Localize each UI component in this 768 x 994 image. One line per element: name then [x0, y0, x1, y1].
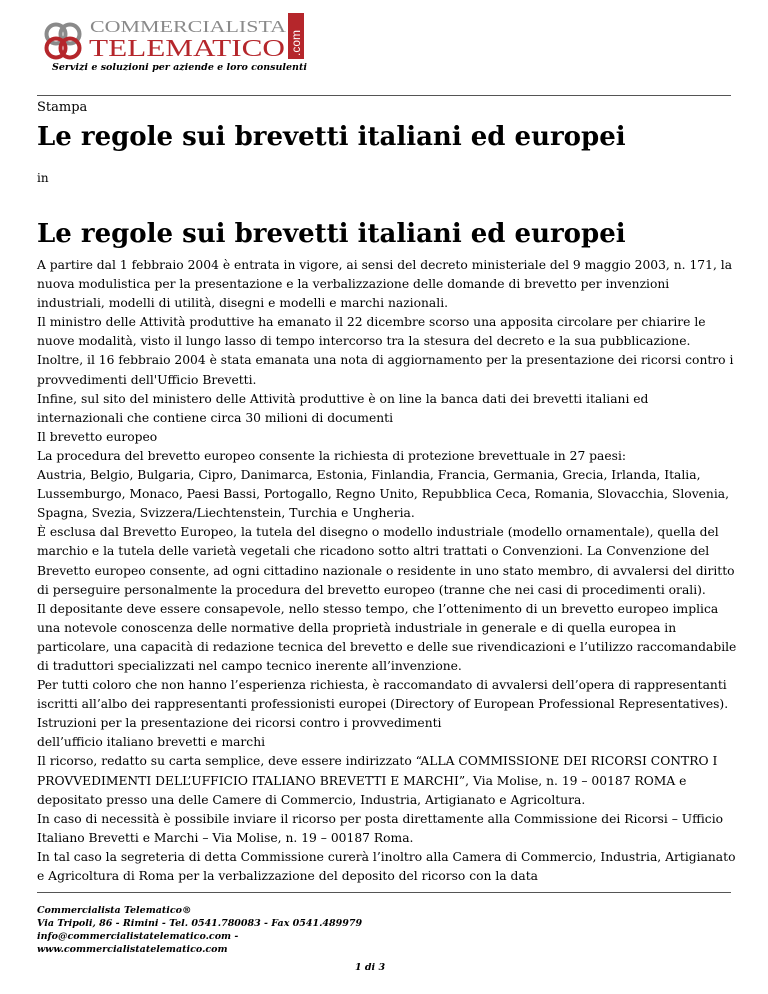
paragraph: È esclusa dal Brevetto Europeo, la tutela del disegno o modello industriale (modello ornamentale), quella del marchio e la tutela delle varietà vegetali che ricadono sotto altri trattati o Convenzioni. La Convenzione del Brevetto europeo consente, ad ogni cittadino nazionale o residente in uno stato membro, di avvalersi del diritto di perseguire personalmente la procedura del brevetto europeo (tranne che nei casi di procedimenti orali). — [37, 525, 735, 597]
paragraph: Infine, sul sito del ministero delle Attività produttive è on line la banca dati dei brevetti italiani ed internazionali che contiene circa 30 milioni di documenti — [37, 391, 649, 425]
footer-company: Commercialista Telematico® — [37, 905, 192, 916]
subheading: dell’ufficio italiano brevetti e marchi — [37, 735, 266, 750]
footer-contact — [37, 904, 362, 956]
header-divider — [37, 95, 731, 96]
paragraph: A partire dal 1 febbraio 2004 è entrata in vigore, ai sensi del decreto ministeriale del 9 maggio 2003, n. 171, la nuova modulistica per la presentazione e la verbalizzazione delle domande di brevetto per invenzioni industriali, modelli di utilità, disegni e modelli e marchi nazionali. — [37, 258, 733, 311]
logo-domain-suffix: .com — [289, 29, 303, 56]
paragraph: La procedura del brevetto europeo consente la richiesta di protezione brevettuale in 27 paesi: — [37, 448, 627, 463]
footer-email[interactable]: info@commercialistatelematico.com - — [37, 931, 239, 942]
footer-website[interactable]: www.commercialistatelematico.com — [37, 944, 228, 955]
paragraph: Per tutti coloro che non hanno l’esperienza richiesta, è raccomandato di avvalersi dell’opera di rappresentanti iscritti all’albo dei rappresentanti professionisti europei (Directory of European Professional Representatives). — [37, 678, 729, 712]
logo-name-top: COMMERCIALISTA — [90, 17, 287, 36]
subheading: Il brevetto europeo — [37, 429, 158, 444]
page-title: Le regole sui brevetti italiani ed europei — [37, 122, 626, 152]
paragraph: In tal caso la segreteria di detta Commissione curerà l’inoltro alla Camera di Commercio, Industria, Artigianato e Agricoltura di Roma per la verbalizzazione del deposito del ricorso con la data — [37, 849, 736, 883]
brand-tagline: Servizi e soluzioni per aziende e loro consulenti — [52, 62, 307, 73]
logo-rings-icon — [47, 25, 80, 58]
page-number: 1 di 3 — [355, 962, 386, 973]
paragraph: In caso di necessità è possibile inviare il ricorso per posta direttamente alla Commissione dei Ricorsi – Ufficio Italiano Brevetti e Marchi – Via Molise, n. 19 – 00187 Roma. — [37, 811, 724, 845]
paragraph: Inoltre, il 16 febbraio 2004 è stata emanata una nota di aggiornamento per la presentazione dei ricorsi contro i provvedimenti dell'Ufficio Brevetti. — [37, 353, 734, 387]
paragraph: Il depositante deve essere consapevole, nello stesso tempo, che l’ottenimento di un brevetto europeo implica una notevole conoscenza delle normative della proprietà industriale in generale e di quella europea in particolare, una capacità di redazione tecnica del brevetto e delle sue rivendicazioni e l’utilizzo raccomandabile di traduttori specializzati nel campo tecnico inerente all’invenzione. — [37, 601, 737, 673]
logo-name-bottom: TELEMATICO — [89, 36, 285, 62]
article-title: Le regole sui brevetti italiani ed europei — [37, 219, 626, 249]
subheading: Istruzioni per la presentazione dei ricorsi contro i provvedimenti — [37, 716, 442, 731]
footer-address: Via Tripoli, 86 - Rimini - Tel. 0541.780083 - Fax 0541.489979 — [37, 918, 363, 929]
paragraph: Il ricorso, redatto su carta semplice, deve essere indirizzato “ALLA COMMISSIONE DEI RICORSI CONTRO I PROVVEDIMENTI DELL’UFFICIO ITALIANO BREVETTI E MARCHI”, Via Molise, n. 19 – 00187 ROMA e depositato presso una delle Camere di Commercio, Industria, Artigianato e Agricoltura. — [37, 754, 718, 807]
article-body — [37, 256, 737, 886]
paragraph: Il ministro delle Attività produttive ha emanato il 22 dicembre scorso una apposita circolare per chiarire le nuove modalità, visto il lungo lasso di tempo intercorso tra la stesura del decreto e la sua pubblicazione. — [37, 315, 706, 349]
paragraph: Austria, Belgio, Bulgaria, Cipro, Danimarca, Estonia, Finlandia, Francia, Germania, Grecia, Irlanda, Italia, Lussemburgo, Monaco, Paesi Bassi, Portogallo, Regno Unito, Repubblica Ceca, Romania, Slovacchia, Slovenia, Spagna, Svezia, Svizzera/Liechtenstein, Turchia e Ungheria. — [37, 468, 730, 521]
section-label: Stampa — [37, 100, 88, 115]
category-in-label: in — [37, 171, 49, 185]
footer-divider — [37, 892, 731, 893]
